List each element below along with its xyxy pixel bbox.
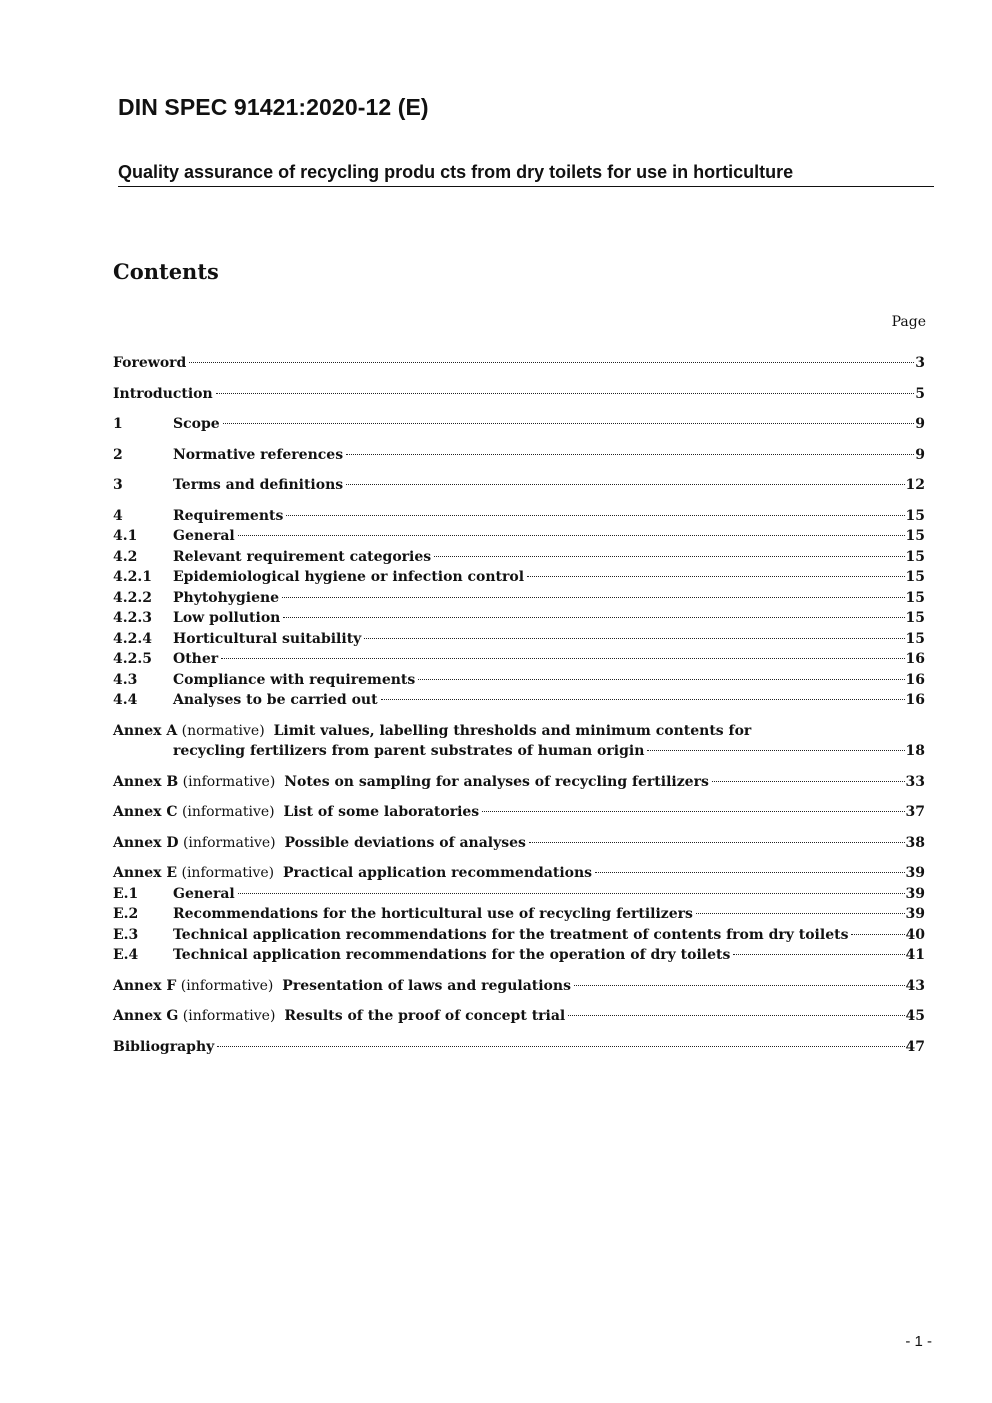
toc-title: Requirements [173, 507, 284, 524]
toc-number: 3 [113, 477, 123, 493]
toc-page: 15 [905, 528, 925, 544]
toc-entry-4-3[interactable] [113, 670, 925, 691]
toc-entry-4-4[interactable] [113, 690, 925, 711]
toc-entry-e-1[interactable] [113, 884, 925, 905]
toc-entry-4-2-4[interactable] [113, 629, 925, 650]
toc-number: 4.2 [113, 548, 138, 565]
toc-page: 9 [915, 416, 925, 432]
toc-title: Horticultural suitability [173, 630, 362, 647]
toc-leader [283, 617, 904, 618]
toc-entry-introduction[interactable] [113, 384, 925, 405]
toc-leader [851, 934, 904, 935]
annex-kind: (informative) [182, 1008, 276, 1024]
toc-number: E.4 [113, 947, 139, 963]
toc-leader [574, 985, 905, 986]
toc-title: Analyses to be carried out [173, 692, 378, 708]
annex-label: Annex G [113, 1008, 179, 1024]
annex-label: Annex F [113, 977, 177, 994]
toc-leader [696, 913, 905, 914]
toc-page: 43 [905, 977, 925, 994]
toc-entry-annex-d[interactable] [113, 833, 925, 854]
toc-number: E.1 [113, 885, 139, 902]
toc-page: 45 [905, 1008, 925, 1024]
toc-number: 4.2.2 [113, 589, 152, 606]
toc-title: Other [173, 651, 219, 667]
toc-page: 15 [905, 630, 925, 647]
toc-number: 4.3 [113, 671, 138, 688]
toc-number: 2 [113, 446, 123, 463]
toc-number: 4.2.4 [113, 630, 152, 647]
toc-leader [216, 393, 915, 394]
toc-title: General [173, 528, 235, 544]
toc-page: 47 [905, 1038, 925, 1055]
toc-page: 39 [905, 865, 925, 881]
annex-kind: (informative) [182, 834, 276, 851]
toc-entry-e-2[interactable] [113, 904, 925, 925]
toc-leader [712, 781, 905, 782]
toc-leader [364, 638, 904, 639]
toc-leader [529, 842, 905, 843]
toc-leader [434, 556, 904, 557]
toc-page: 37 [905, 804, 925, 820]
toc-title: Scope [173, 416, 220, 432]
toc-title: Recommendations for the horticultural use of recycling fertilizers [173, 906, 693, 922]
toc-title: Possible deviations of analyses [284, 834, 526, 851]
toc-page: 9 [915, 446, 925, 463]
annex-kind: (informative) [181, 804, 275, 820]
toc-leader [482, 811, 904, 812]
toc-page: 16 [905, 651, 925, 667]
annex-kind: (informative) [180, 977, 274, 994]
toc-title: Notes on sampling for analyses of recycling fertilizers [284, 773, 709, 790]
toc-page: 16 [905, 671, 925, 688]
toc-entry-foreword[interactable] [113, 353, 925, 374]
toc-leader [595, 872, 904, 873]
annex-label: Annex B [113, 773, 179, 790]
annex-kind: (informative) [182, 773, 276, 790]
toc-title: General [173, 885, 235, 902]
annex-kind: (informative) [181, 865, 275, 881]
toc-entry-annex-a-continued[interactable] [113, 741, 925, 762]
toc-title: Compliance with requirements [173, 671, 416, 688]
page-number: - 1 - [905, 1333, 932, 1350]
toc-entry-annex-c[interactable] [113, 802, 925, 823]
annex-label: Annex C [113, 804, 178, 820]
toc-entry-4-2-5[interactable] [113, 649, 925, 670]
toc-title: Epidemiological hygiene or infection control [173, 569, 525, 585]
toc-entry-4-2-1[interactable] [113, 567, 925, 588]
annex-kind: (normative) [181, 722, 265, 739]
toc-title: Introduction [113, 385, 213, 402]
toc-page: 40 [905, 926, 925, 943]
toc-number: E.2 [113, 906, 139, 922]
toc-title: Terms and definitions [173, 477, 344, 493]
toc-entry-annex-e[interactable] [113, 863, 925, 884]
toc-title: recycling fertilizers from parent substrates of human origin [173, 743, 645, 759]
toc-leader [568, 1015, 904, 1016]
toc-leader [346, 484, 904, 485]
annex-label: Annex E [113, 865, 178, 881]
toc-title: Technical application recommendations for the treatment of contents from dry toilets [173, 926, 849, 943]
toc-title: Foreword [113, 355, 187, 371]
toc-page: 15 [905, 569, 925, 585]
toc-title: Technical application recommendations for the operation of dry toilets [173, 947, 731, 963]
toc-entry-annex-f[interactable] [113, 976, 925, 997]
toc-title: Presentation of laws and regulations [282, 977, 571, 994]
toc-entry-annex-b[interactable] [113, 772, 925, 793]
toc-page: 5 [915, 385, 925, 402]
toc-entry-annex-g[interactable] [113, 1006, 925, 1027]
toc-entry-4-2-3[interactable] [113, 608, 925, 629]
toc-entry-annex-a[interactable] [113, 721, 925, 742]
table-of-contents [113, 353, 925, 1057]
toc-title: Limit values, labelling thresholds and minimum contents for [273, 722, 752, 739]
toc-entry-4-1[interactable] [113, 526, 925, 547]
contents-heading: Contents [113, 259, 219, 284]
toc-title: List of some laboratories [283, 804, 480, 820]
toc-entry-e-3[interactable] [113, 925, 925, 946]
toc-page: 39 [905, 885, 925, 902]
toc-number: 4.4 [113, 692, 138, 708]
toc-page: 15 [905, 610, 925, 626]
toc-title: Normative references [173, 446, 344, 463]
document-id: DIN SPEC 91421:2020-12 (E) [118, 94, 429, 120]
toc-number: 4.1 [113, 528, 138, 544]
toc-page: 18 [905, 743, 925, 759]
toc-page: 12 [905, 477, 925, 493]
toc-leader [381, 699, 905, 700]
page-column-label: Page [891, 314, 926, 330]
toc-leader [238, 535, 905, 536]
toc-leader [647, 750, 904, 751]
toc-leader [733, 954, 904, 955]
toc-title: Phytohygiene [173, 589, 280, 606]
toc-page: 33 [905, 773, 925, 790]
annex-label: Annex D [113, 834, 179, 851]
toc-leader [527, 576, 904, 577]
toc-number: 4.2.3 [113, 610, 152, 626]
toc-entry-1[interactable] [113, 414, 925, 435]
toc-leader [217, 1046, 904, 1047]
toc-number: 4.2.5 [113, 651, 152, 667]
document-subtitle: Quality assurance of recycling produ cts from dry toilets for use in horticulture [118, 162, 934, 187]
toc-page: 38 [905, 834, 925, 851]
toc-entry-3[interactable] [113, 475, 925, 496]
toc-entry-e-4[interactable] [113, 945, 925, 966]
toc-title: Practical application recommendations [283, 865, 593, 881]
toc-page: 16 [905, 692, 925, 708]
toc-title: Results of the proof of concept trial [284, 1008, 566, 1024]
toc-leader [286, 515, 904, 516]
toc-entry-4-2-2[interactable] [113, 588, 925, 609]
toc-leader [346, 454, 914, 455]
toc-title: Relevant requirement categories [173, 548, 432, 565]
toc-number: 1 [113, 416, 123, 432]
toc-number: 4 [113, 507, 123, 524]
toc-page: 41 [905, 947, 925, 963]
toc-title: Bibliography [113, 1038, 215, 1055]
toc-page: 15 [905, 589, 925, 606]
toc-number: 4.2.1 [113, 569, 152, 585]
annex-label: Annex A [113, 722, 178, 739]
toc-page: 15 [905, 548, 925, 565]
toc-entry-bibliography[interactable] [113, 1037, 925, 1058]
toc-entry-4-2[interactable] [113, 547, 925, 568]
toc-leader [223, 423, 915, 424]
toc-title: Low pollution [173, 610, 281, 626]
toc-leader [238, 893, 905, 894]
toc-entry-2[interactable] [113, 445, 925, 466]
toc-page: 15 [905, 507, 925, 524]
toc-page: 3 [915, 355, 925, 371]
toc-entry-4[interactable] [113, 506, 925, 527]
toc-leader [189, 362, 914, 363]
toc-leader [282, 597, 904, 598]
toc-page: 39 [905, 906, 925, 922]
toc-leader [221, 658, 904, 659]
toc-number: E.3 [113, 926, 139, 943]
toc-leader [418, 679, 904, 680]
